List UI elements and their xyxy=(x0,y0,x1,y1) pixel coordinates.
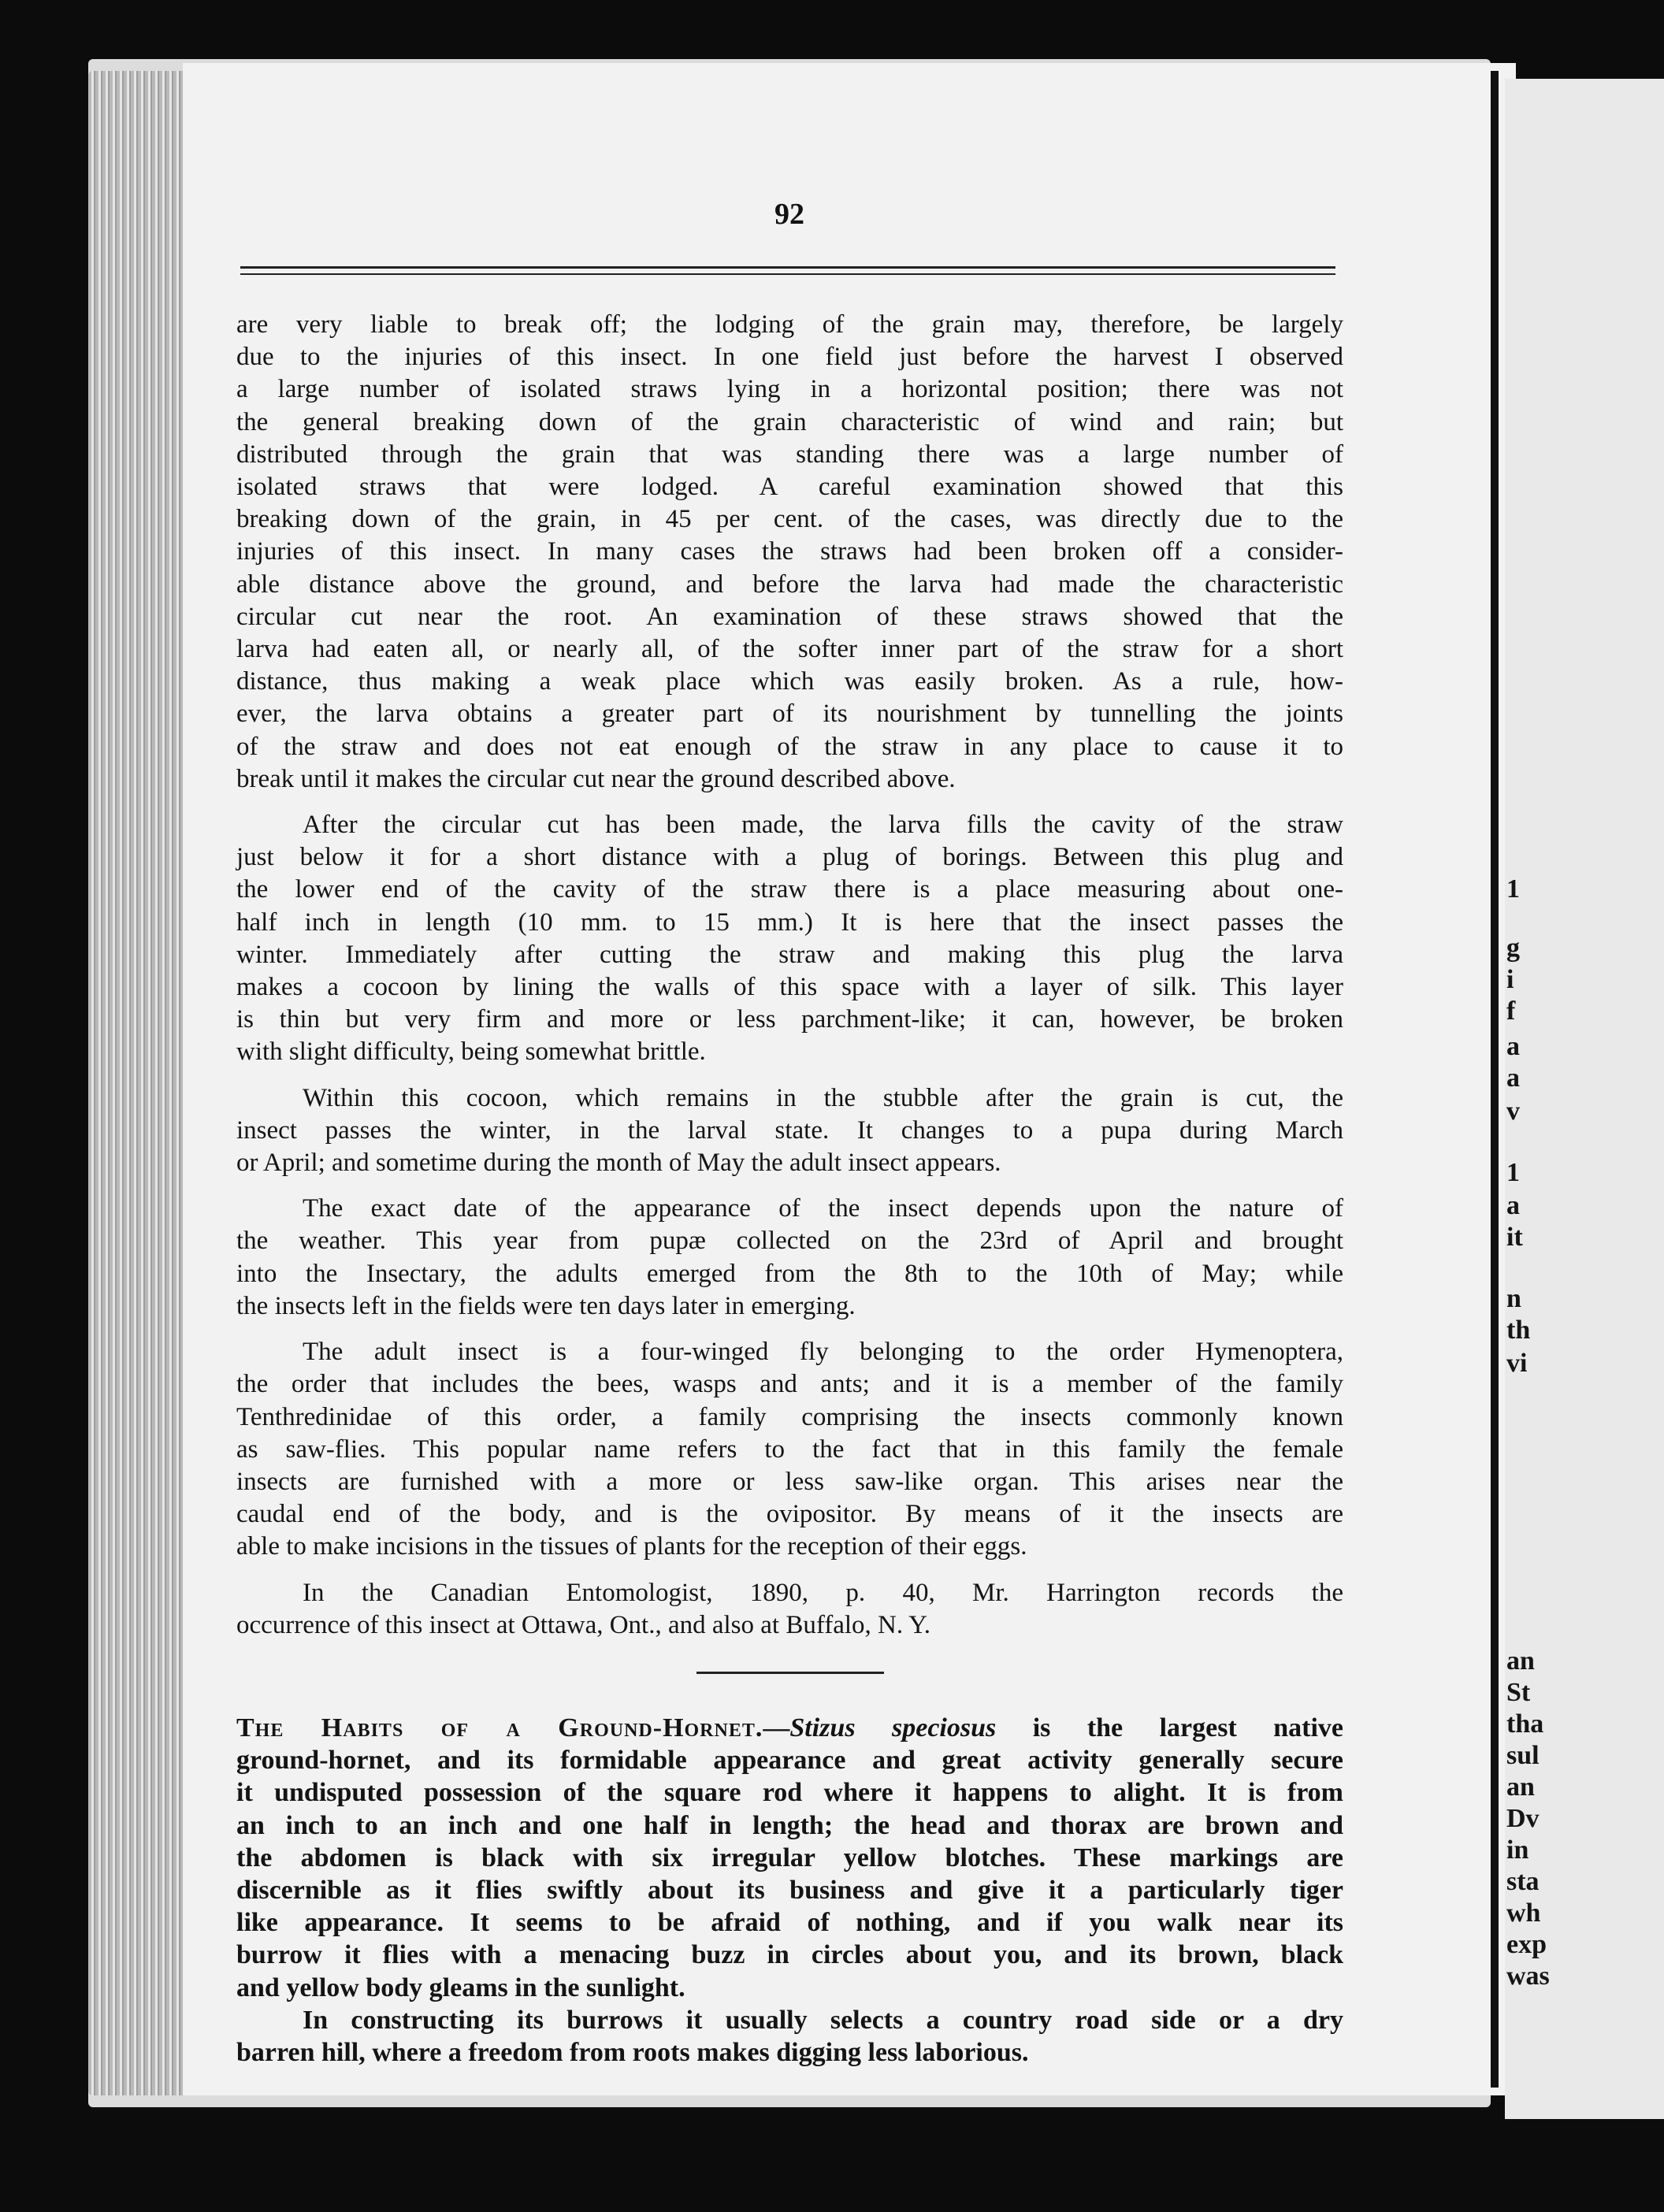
paragraph-gap xyxy=(236,796,1343,809)
text-line: the insects left in the fields were ten days later in emerging. xyxy=(236,1291,856,1320)
facing-page-fragment: n xyxy=(1506,1284,1521,1313)
text-line: larva had eaten all, or nearly all, of the softer inner part of the straw for a short xyxy=(236,635,1343,664)
text-line: In the Canadian Entomologist, 1890, p. 40, Mr. Harrington records the xyxy=(303,1578,1343,1607)
article-heading: The Habits of a Ground-Hornet. xyxy=(236,1713,763,1743)
facing-page-fragment: tha xyxy=(1506,1709,1544,1739)
text-line: into the Insectary, the adults emerged from the 8th to the 10th of May; while xyxy=(236,1259,1343,1288)
text-line: it undisputed possession of the square rod where it happens to alight. It is from xyxy=(236,1778,1343,1808)
text-line: After the circular cut has been made, the larva fills the cavity of the straw xyxy=(303,811,1343,840)
paragraph xyxy=(236,809,1343,1069)
text-line: insect passes the winter, in the larval state. It changes to a pupa during March xyxy=(236,1115,1343,1145)
text-line: burrow it flies with a menacing buzz in circles about you, and its brown, black xyxy=(236,1940,1343,1970)
text-line: caudal end of the body, and is the ovipositor. By means of it the insects are xyxy=(236,1500,1343,1529)
text-line: ever, the larva obtains a greater part of its nourishment by tunnelling the joints xyxy=(236,700,1343,729)
text-line: distributed through the grain that was standing there was a large number of xyxy=(236,440,1343,469)
text-line: able to make incisions in the tissues of plants for the reception of their eggs. xyxy=(236,1532,1027,1561)
text-line: ground-hornet, and its formidable appearance and great activity generally secure xyxy=(236,1746,1343,1776)
facing-page-fragment: 1 xyxy=(1506,1158,1520,1187)
text-line: are very liable to break off; the lodging of the grain may, therefore, be largely xyxy=(236,310,1343,339)
paragraph xyxy=(236,1193,1343,1323)
facing-page-fragment: in xyxy=(1506,1835,1529,1865)
text-line: insects are furnished with a more or less saw-like organ. This arises near the xyxy=(236,1467,1343,1496)
text-line: like appearance. It seems to be afraid of nothing, and if you walk near its xyxy=(236,1908,1343,1938)
paragraph-gap xyxy=(236,1564,1343,1577)
article-first-line xyxy=(236,1712,1343,1744)
facing-page-fragment: v xyxy=(1506,1097,1520,1126)
paragraph-gap xyxy=(236,1069,1343,1082)
text-line: makes a cocoon by lining the walls of this space with a layer of silk. This layer xyxy=(236,973,1343,1002)
text-line: and yellow body gleams in the sunlight. xyxy=(236,1973,685,2002)
facing-page-fragment: sta xyxy=(1506,1867,1540,1896)
facing-page-fragment: vi xyxy=(1506,1349,1528,1378)
text-line: is thin but very firm and more or less parchment-like; it can, however, be broken xyxy=(236,1005,1343,1034)
facing-page xyxy=(1505,79,1664,2119)
facing-page-fragment: a xyxy=(1506,1191,1520,1220)
species-name: Stizus speciosus xyxy=(789,1713,997,1743)
text-line: distance, thus making a weak place which was easily broken. As a rule, how- xyxy=(236,667,1343,696)
text-line: In constructing its burrows it usually selects a country road side or a dry xyxy=(303,2005,1343,2035)
article-sections xyxy=(236,309,1343,1642)
text-line: the general breaking down of the grain characteristic of wind and rain; but xyxy=(236,407,1343,436)
text-line: winter. Immediately after cutting the straw and making this plug the larva xyxy=(236,940,1343,969)
body-text xyxy=(236,309,1343,2069)
facing-page-fragment: St xyxy=(1506,1678,1531,1707)
facing-page-fragment: Dv xyxy=(1506,1804,1540,1833)
facing-page-fragment: an xyxy=(1506,1646,1535,1676)
text-line: The adult insect is a four-winged fly belonging to the order Hymenoptera, xyxy=(303,1338,1343,1367)
text-line: a large number of isolated straws lying in a horizontal position; there was not xyxy=(236,375,1343,404)
text-line: Tenthredinidae of this order, a family comprising the insects commonly known xyxy=(236,1402,1343,1431)
facing-page-fragment: an xyxy=(1506,1772,1535,1802)
text-line: the abdomen is black with six irregular yellow blotches. These markings are xyxy=(236,1843,1343,1872)
facing-page-fragment: i xyxy=(1506,965,1514,994)
text-line: as saw-flies. This popular name refers to the fact that in this family the female xyxy=(236,1434,1343,1464)
text-line: the weather. This year from pupæ collected on the 23rd of April and brought xyxy=(236,1227,1343,1256)
text-line: injuries of this insect. In many cases the straws had been broken off a consider- xyxy=(236,537,1343,566)
text-line: occurrence of this insect at Ottawa, Ont., and also at Buffalo, N. Y. xyxy=(236,1610,930,1639)
paragraph-gap xyxy=(236,1179,1343,1193)
facing-page-fragment: f xyxy=(1506,997,1516,1026)
text-line: just below it for a short distance with a plug of borings. Between this plug and xyxy=(236,843,1343,872)
text-line: due to the injuries of this insect. In one field just before the harvest I observed xyxy=(236,343,1343,372)
section-divider xyxy=(696,1672,884,1674)
text-line: the order that includes the bees, wasps and ants; and it is a member of the family xyxy=(236,1370,1343,1399)
text-line: or April; and sometime during the month of May the adult insect appears. xyxy=(236,1149,1001,1178)
paragraph xyxy=(236,1577,1343,1642)
text-line: breaking down of the grain, in 45 per cent. of the cases, was directly due to the xyxy=(236,505,1343,534)
text-line: Within this cocoon, which remains in the stubble after the grain is cut, the xyxy=(303,1083,1343,1112)
text-line: of the straw and does not eat enough of the straw in any place to cause it to xyxy=(236,732,1343,761)
text-line: discernible as it flies swiftly about its business and give it a particularly tiger xyxy=(236,1875,1343,1905)
facing-page-fragment: a xyxy=(1506,1063,1520,1093)
text-line: barren hill, where a freedom from roots makes digging less laborious. xyxy=(236,2037,1029,2067)
first-line-rest: is the largest native xyxy=(996,1713,1343,1743)
book-gutter xyxy=(1491,71,1499,2088)
text-line: with slight difficulty, being somewhat brittle. xyxy=(236,1037,706,1067)
header-rule xyxy=(240,266,1335,275)
facing-page-fragment: was xyxy=(1506,1961,1550,1991)
text-line: isolated straws that were lodged. A careful examination showed that this xyxy=(236,473,1343,502)
facing-page-fragment: wh xyxy=(1506,1898,1541,1928)
page-number: 92 xyxy=(774,198,804,231)
ground-hornet-article xyxy=(236,1712,1343,2069)
facing-page-fragment: exp xyxy=(1506,1930,1547,1959)
text-line: half inch in length (10 mm. to 15 mm.) It is here that the insect passes the xyxy=(236,907,1343,937)
page-edges xyxy=(88,71,183,2095)
paragraph-gap xyxy=(236,1323,1343,1336)
text-line: the lower end of the cavity of the straw there is a place measuring about one- xyxy=(236,875,1343,904)
text-line: The exact date of the appearance of the insect depends upon the nature of xyxy=(303,1194,1343,1223)
facing-page-fragment: sul xyxy=(1506,1741,1540,1770)
heading-dash: — xyxy=(763,1713,790,1743)
facing-page-fragment: 1 xyxy=(1506,874,1520,904)
paragraph xyxy=(236,1336,1343,1563)
facing-page-fragment: it xyxy=(1506,1223,1523,1252)
paragraph xyxy=(236,1082,1343,1180)
text-line: circular cut near the root. An examination of these straws showed that the xyxy=(236,602,1343,631)
facing-page-fragment: a xyxy=(1506,1032,1520,1061)
text-line: break until it makes the circular cut near the ground described above. xyxy=(236,764,956,793)
facing-page-fragment: th xyxy=(1506,1316,1531,1345)
text-line: able distance above the ground, and before the larva had made the characteristic xyxy=(236,570,1343,599)
facing-page-fragment: g xyxy=(1506,933,1520,963)
text-line: an inch to an inch and one half in length; the head and thorax are brown and xyxy=(236,1810,1343,1840)
paragraph xyxy=(236,309,1343,796)
